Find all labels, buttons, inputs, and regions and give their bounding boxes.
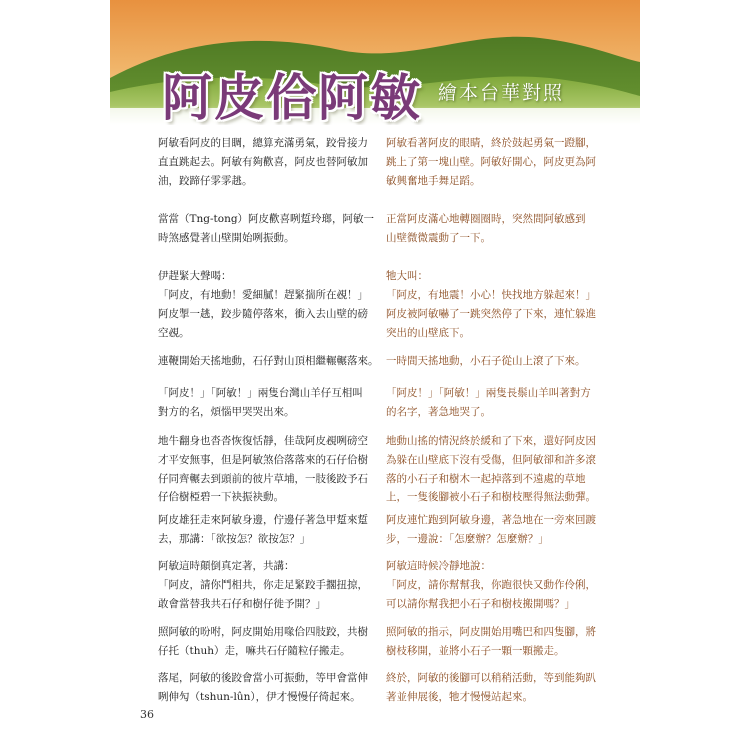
text-line: 照阿敏的吩咐，阿皮開始用喙佮四肢跤，共樹 <box>158 626 368 638</box>
mandarin-paragraph <box>386 669 596 707</box>
mandarin-paragraph <box>386 134 596 190</box>
text-line: 地動山搖的情況終於緩和了下來，還好阿皮因 <box>386 435 596 447</box>
text-line: 落尾，阿敏的後跤會當小可振動，等甲會當伸 <box>158 672 368 684</box>
text-line: 步，一邊說：「怎麼辦？怎麼辦？」 <box>386 532 549 545</box>
text-line: 「阿皮，請你鬥相共，你走足緊跤手擱扭掠， <box>158 578 368 591</box>
mandarin-paragraph <box>386 384 591 422</box>
book-subtitle: 繪本台華對照 <box>438 82 565 104</box>
text-line: 阿皮連忙跑到阿敏身邊，著急地在一旁來回踱 <box>386 514 596 526</box>
text-line: 敏興奮地手舞足蹈。 <box>386 174 481 187</box>
header-banner <box>110 0 640 125</box>
text-line: 才平安無事，但是阿敏煞佮落落來的石仔佮樹 <box>158 453 368 466</box>
mandarin-paragraph <box>386 623 596 661</box>
text-line: 跳上了第一塊山壁。阿敏好開心，阿皮更為阿 <box>386 155 596 168</box>
mandarin-paragraph <box>386 352 586 371</box>
text-line: 山壁微微震動了一下。 <box>386 231 491 244</box>
text-line: 阿皮被阿敏嚇了一跳突然停了下來，連忙躲進 <box>386 308 596 320</box>
text-line: 阿皮掣一趒，跤步隨停落來，衝入去山壁的磅 <box>158 308 368 320</box>
text-line: 敢會當替我共石仔和樹仔徙予開？」 <box>158 597 326 610</box>
text-line: 空覕。 <box>158 326 190 339</box>
mandarin-paragraph <box>386 432 596 507</box>
taiwanese-paragraph <box>158 511 368 549</box>
page-number: 36 <box>140 708 154 721</box>
taiwanese-paragraph <box>158 305 368 343</box>
text-line: 「阿皮，有地震！小心！快找地方躲起來！」 <box>386 288 596 301</box>
taiwanese-paragraph <box>158 384 363 422</box>
text-line: 直直跳起去。阿敏有夠歡喜，阿皮也替阿敏加 <box>158 155 368 168</box>
text-line: 當當（Tng-tong）阿皮歡喜咧踅玲瑯，阿敏一 <box>158 213 375 225</box>
text-line: 地牛翻身也沓沓恢復恬靜，佳哉阿皮覕咧磅空 <box>158 435 368 447</box>
text-line: 仔佮樹椏碧一下袂振袂動。 <box>158 491 284 504</box>
taiwanese-paragraph <box>158 669 368 707</box>
mandarin-paragraph <box>386 305 596 343</box>
text-line: 咧伸勼（tshun-lûn），伊才慢慢仔徛起來。 <box>158 690 361 703</box>
text-line: 阿敏這時顛倒真定著，共講： <box>158 560 295 572</box>
taiwanese-paragraph <box>158 352 379 371</box>
taiwanese-paragraph <box>158 267 368 305</box>
text-line: 的名字，著急地哭了。 <box>386 405 491 418</box>
text-line: 終於，阿敏的後腳可以稍稍活動，等到能夠趴 <box>386 672 596 684</box>
mandarin-paragraph <box>386 511 596 549</box>
mandarin-paragraph <box>386 557 596 613</box>
text-line: 時煞感覺著山壁開始咧振動。 <box>158 231 295 244</box>
text-line: 「阿皮！」「阿敏！」兩隻台灣山羊仔互相叫 <box>158 387 363 399</box>
book-page <box>110 0 640 750</box>
text-line: 去，那講：「欲按怎？欲按怎？」 <box>158 532 311 545</box>
text-line: 阿敏看阿皮的目睭，總算充滿勇氣，跤骨接力 <box>158 137 368 149</box>
text-line: 對方的名，煩惱甲哭哭出來。 <box>158 405 295 418</box>
mandarin-paragraph <box>386 210 586 248</box>
text-line: 「阿皮，請你幫幫我，你跑很快又動作伶俐， <box>386 578 596 591</box>
text-line: 為躲在山壁底下沒有受傷，但阿敏卻和許多滾 <box>386 453 596 466</box>
text-line: 仔同齊輾去到頭前的彼片草埔，一肢後跤予石 <box>158 472 368 485</box>
text-line: 阿皮雄狂走來阿敏身邊，佇邊仔著急甲踅來踅 <box>158 514 368 526</box>
text-line: 樹枝移開，並將小石子一顆一顆搬走。 <box>386 644 565 657</box>
mandarin-paragraph <box>386 267 596 305</box>
taiwanese-paragraph <box>158 210 374 248</box>
text-line: 「阿皮，有地動！愛細膩！趕緊揣所在覕！」 <box>158 288 368 301</box>
taiwanese-paragraph <box>158 134 368 190</box>
text-line: 可以請你幫我把小石子和樹枝搬開嗎？」 <box>386 597 575 610</box>
text-line: 阿敏這時候冷靜地說： <box>386 560 491 572</box>
taiwanese-paragraph <box>158 623 368 661</box>
text-line: 照阿敏的指示，阿皮開始用嘴巴和四隻腳，將 <box>386 626 596 638</box>
taiwanese-paragraph <box>158 432 368 507</box>
book-title: 阿皮佮阿敏 <box>162 68 422 125</box>
text-line: 連鞭開始天搖地動，石仔對山頂相繼輾輾落來。 <box>158 355 379 367</box>
text-line: 伊趕緊大聲喝： <box>158 270 232 282</box>
text-line: 上，一隻後腳被小石子和樹枝壓得無法動彈。 <box>386 491 596 504</box>
text-line: 一時間天搖地動，小石子從山上滾了下來。 <box>386 355 586 367</box>
text-line: 阿敏看著阿皮的眼睛，終於鼓起勇氣一蹬腳， <box>386 137 596 149</box>
text-line: 仔托（thuh）走，嘛共石仔隨粒仔搬走。 <box>158 644 351 657</box>
text-line: 油，跤蹄仔雺雺趒。 <box>158 174 253 187</box>
text-line: 突出的山壁底下。 <box>386 326 470 339</box>
text-line: 牠大叫： <box>386 270 428 282</box>
taiwanese-paragraph <box>158 557 368 613</box>
text-line: 「阿皮！」「阿敏！」兩隻長鬃山羊叫著對方 <box>386 387 591 399</box>
text-line: 正當阿皮滿心地轉圈圈時，突然間阿敏感到 <box>386 213 586 225</box>
text-line: 著並伸展後，牠才慢慢站起來。 <box>386 690 533 703</box>
text-line: 落的小石子和樹木一起掉落到不遠處的草地 <box>386 472 586 485</box>
